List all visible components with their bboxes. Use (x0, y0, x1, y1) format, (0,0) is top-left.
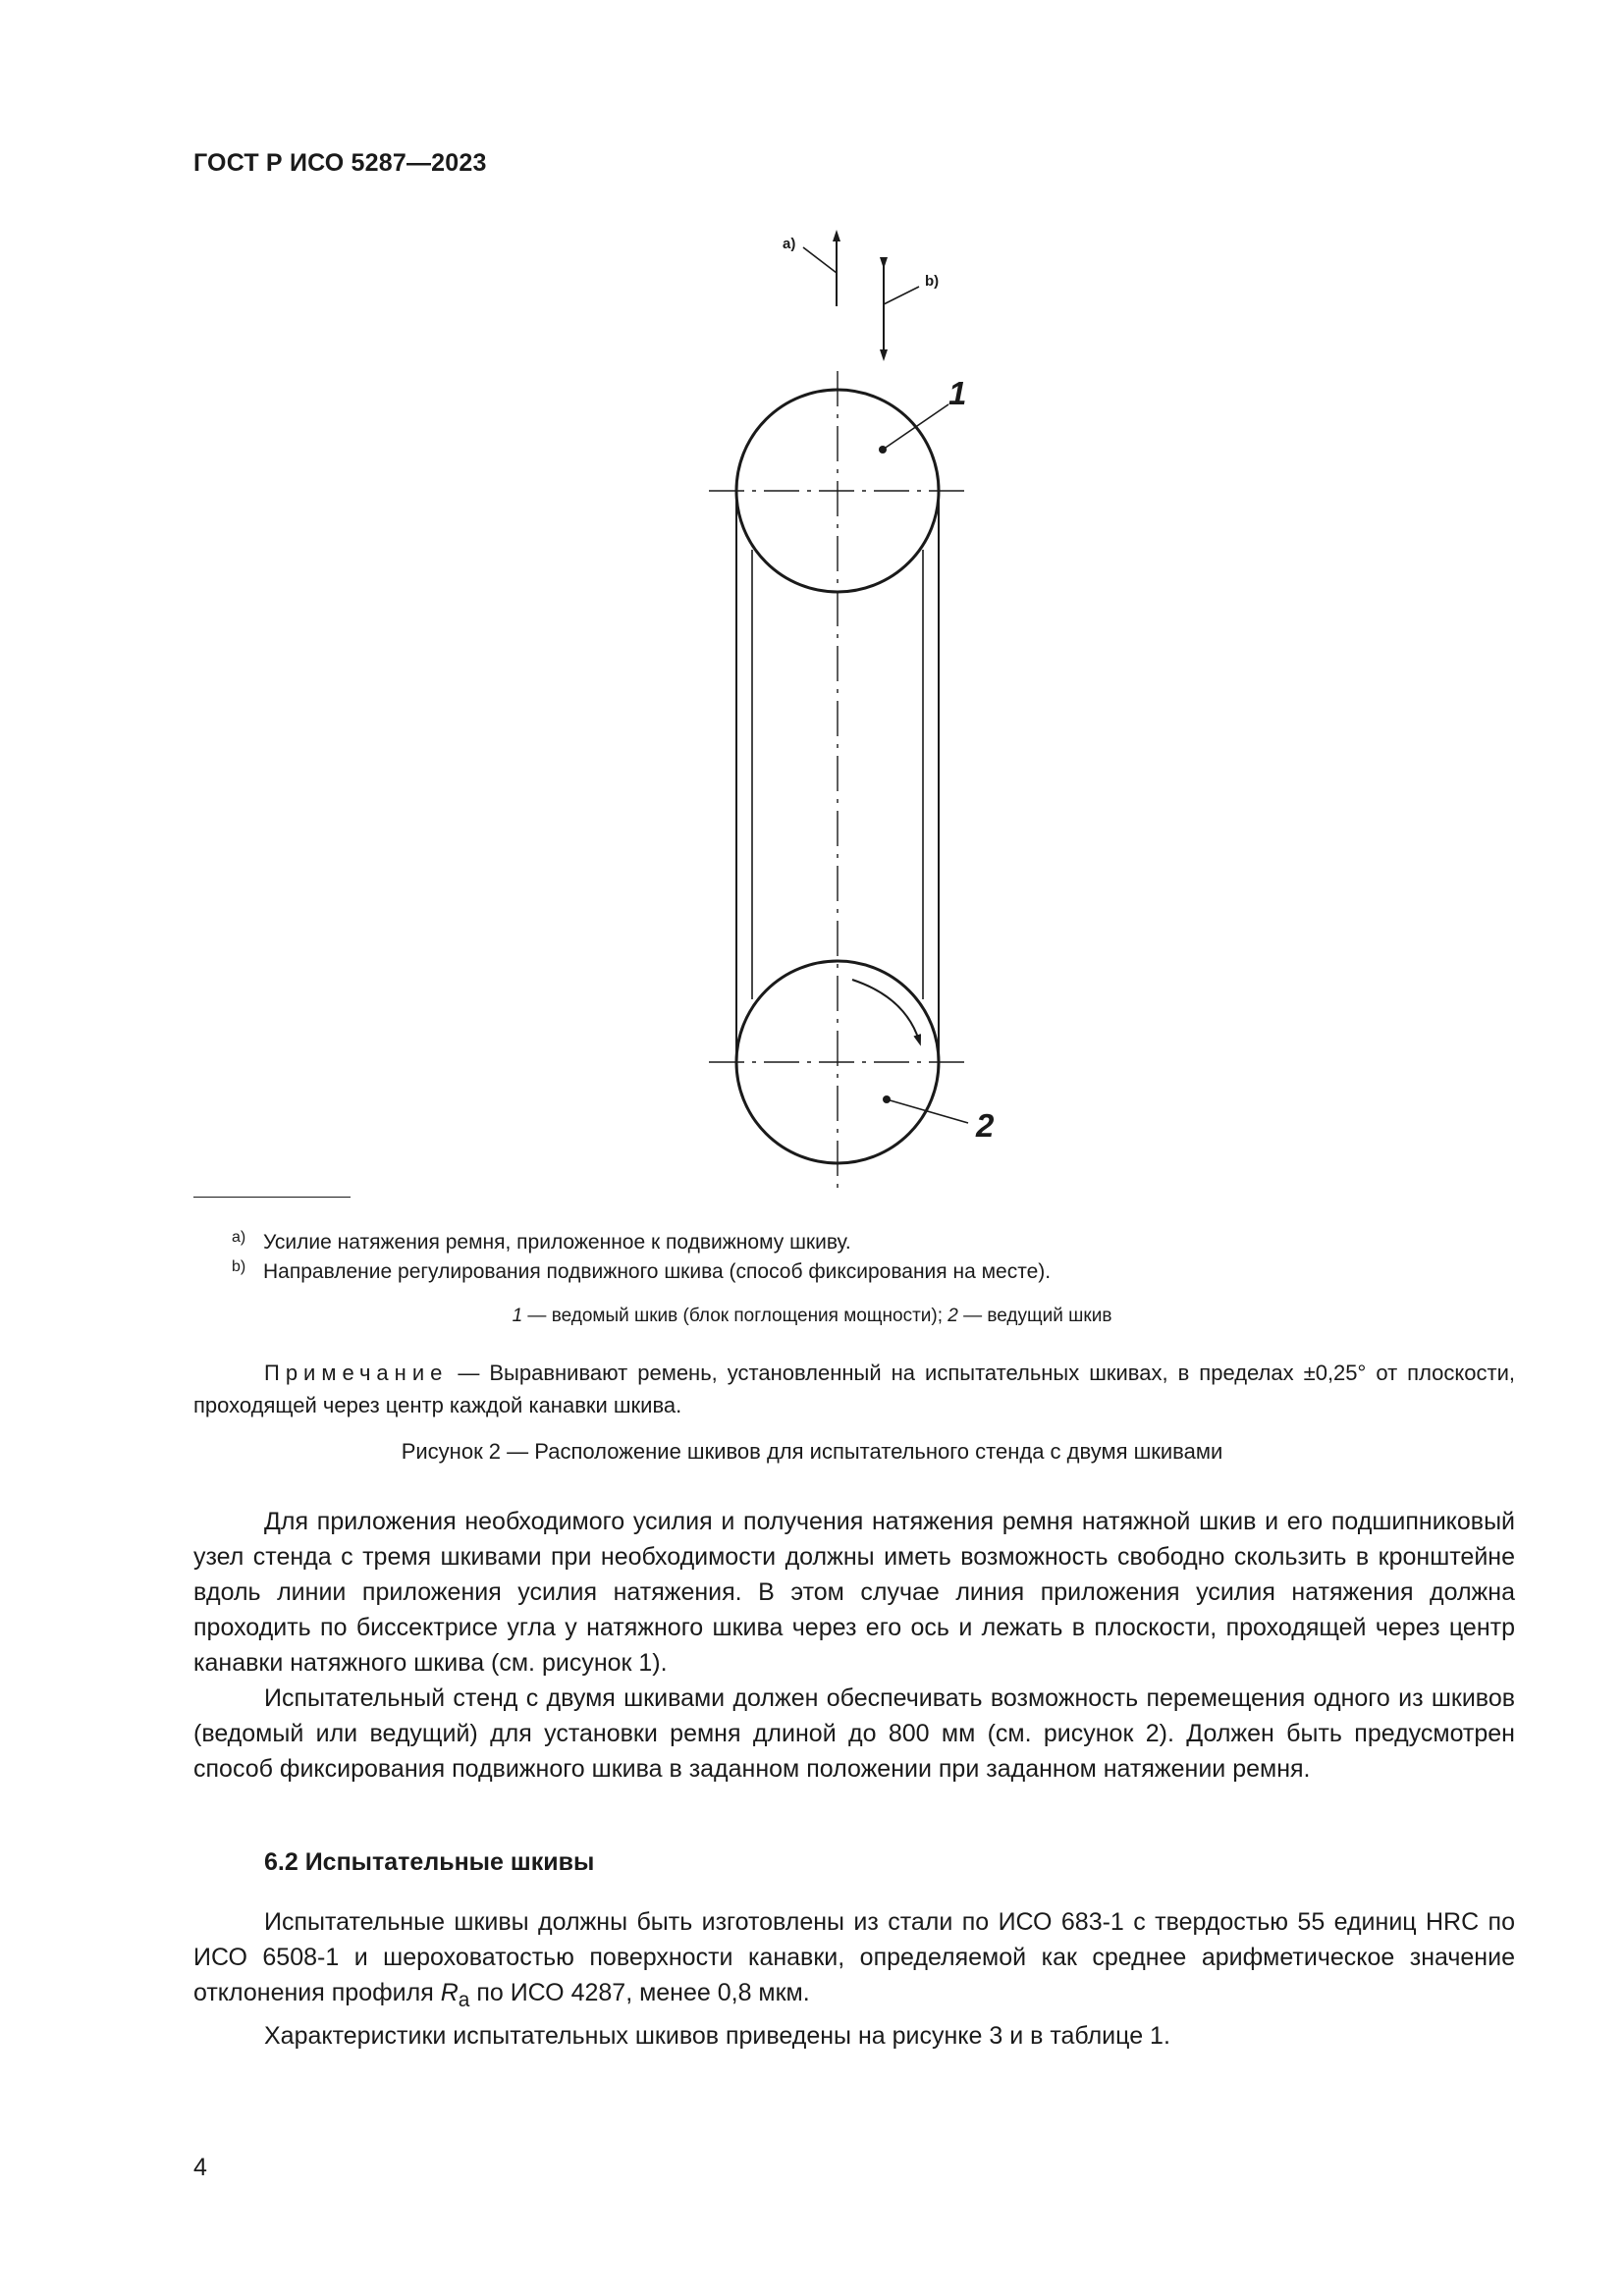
paragraph-3-part-a: Испытательные шкивы должны быть изготовлены из стали по ИСО 683-1 с твердостью 55 единиц HRC по ИСО 6508-1 и шероховатостью поверхности канавки, определяемой как среднее арифметическое значение отклонения профиля (193, 1908, 1515, 2006)
figure-caption: Рисунок 2 — Расположение шкивов для испытательного стенда с двумя шкивами (401, 1439, 1223, 1464)
section-paragraphs (193, 1904, 1515, 2054)
paragraph-2: Испытательный стенд с двумя шкивами должен обеспечивать возможность перемещения одного из шкивов (ведомый или ведущий) для установки ремня длиной до 800 мм (см. рисунок 2). Должен быть предусмотрен способ фиксирования подвижного шкива в заданном положении при заданном натяжении ремня. (193, 1684, 1515, 1783)
paragraph-3-part-b: по ИСО 4287, менее 0,8 мкм. (469, 1979, 810, 2006)
callout-2: 2 (976, 1107, 995, 1144)
section-title: 6.2 Испытательные шкивы (264, 1848, 595, 1876)
body-paragraphs (193, 1504, 1515, 1787)
paragraph-3 (193, 1904, 1515, 2018)
footnote-separator (193, 1197, 351, 1198)
figure-note (193, 1357, 1515, 1421)
note-label: Примечание (264, 1361, 449, 1385)
footnote-mark-a: a) (232, 1229, 246, 1246)
label-b: b) (925, 273, 940, 290)
footnote-b (232, 1258, 1052, 1286)
legend-text-2: — ведущий шкив (957, 1306, 1112, 1326)
roughness-subscript: a (458, 1989, 470, 2011)
figure-legend (0, 1306, 1624, 1327)
footnote-text-b: Направление регулирования подвижного шкива (способ фиксирования на месте). (263, 1260, 1052, 1283)
legend-number-2: 2 (947, 1306, 958, 1326)
paragraph-1: Для приложения необходимого усилия и получения натяжения ремня натяжной шкив и его подшипниковый узел стенда с тремя шкивами при необходимости должны иметь возможность свободно скользить в кронштейне вдоль линии приложения усилия натяжения. В этом случае линия приложения усилия натяжения должна проходить по биссектрисе угла у натяжного шкива через его ось и лежать в плоскости, проходящей через центр канавки натяжного шкива (см. рисунок 1). (193, 1508, 1515, 1677)
roughness-symbol: R (440, 1979, 459, 2006)
label-a: a) (783, 236, 796, 252)
legend-number-1: 1 (512, 1306, 523, 1326)
legend-text-1: — ведомый шкив (блок поглощения мощности); (522, 1306, 948, 1326)
footnote-a (232, 1229, 851, 1256)
footnote-text-a: Усилие натяжения ремня, приложенное к подвижному шкиву. (263, 1231, 851, 1254)
callout-1: 1 (948, 375, 967, 411)
leader-b (884, 287, 919, 304)
paragraph-4: Характеристики испытательных шкивов приведены на рисунке 3 и в таблице 1. (264, 2022, 1170, 2050)
bottom-pulley-point (883, 1095, 891, 1103)
leader-a (803, 247, 837, 273)
leader-1 (883, 404, 948, 450)
footnote-mark-b: b) (232, 1258, 246, 1275)
document-header: ГОСТ Р ИСО 5287—2023 (193, 149, 487, 177)
note-text: — Выравнивают ремень, установленный на испытательных шкивах, в пределах ±0,25° от плоскости, проходящей через центр каждой канавки шкива. (193, 1361, 1515, 1417)
top-pulley-point (879, 446, 887, 454)
leader-2 (887, 1099, 968, 1123)
page-number: 4 (193, 2154, 207, 2181)
